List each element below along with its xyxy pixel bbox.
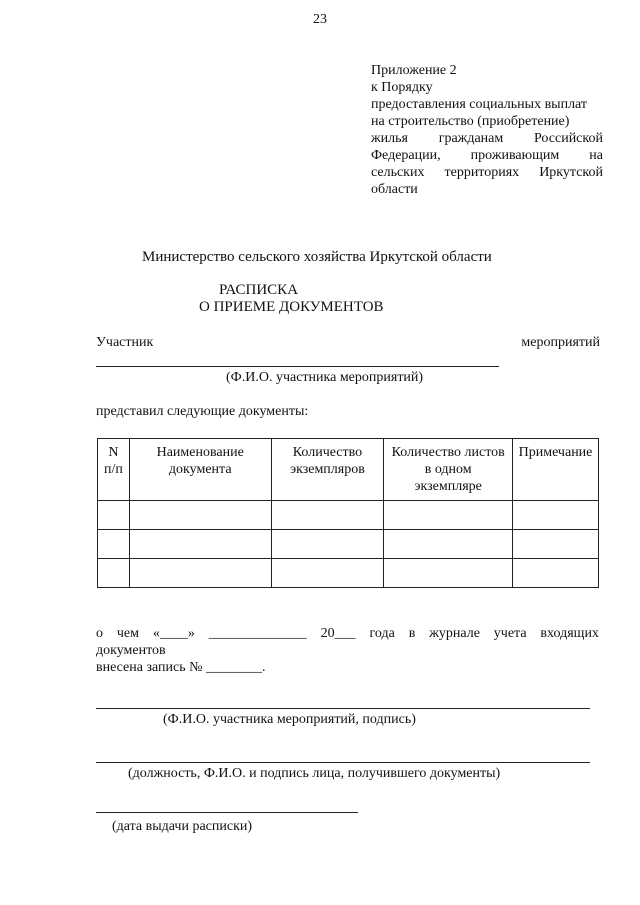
appendix-word: Российской: [533, 131, 603, 146]
table-cell[interactable]: [271, 501, 384, 530]
issue-date-caption: (дата выдачи расписки): [112, 819, 253, 834]
table-cell[interactable]: [384, 559, 513, 588]
journal-word: входящих: [540, 626, 599, 641]
journal-word: учета: [493, 626, 527, 641]
table-cell[interactable]: [129, 501, 271, 530]
table-cell[interactable]: [384, 501, 513, 530]
table-row: [98, 501, 599, 530]
appendix-header: [371, 62, 603, 198]
journal-month-blank[interactable]: ______________: [208, 626, 307, 641]
appendix-word: жилья: [371, 131, 408, 146]
appendix-word: Иркутской: [539, 165, 603, 180]
table-cell[interactable]: [513, 530, 599, 559]
ministry-name: Министерство сельского хозяйства Иркутской области: [142, 249, 492, 265]
table-cell[interactable]: [271, 530, 384, 559]
appendix-word: на: [589, 148, 603, 163]
documents-intro: представил следующие документы:: [96, 404, 309, 419]
appendix-line: области: [371, 182, 418, 197]
participant-caption: (Ф.И.О. участника мероприятий): [226, 370, 424, 385]
participant-label: Участник: [96, 335, 154, 350]
journal-day-blank[interactable]: «____»: [152, 626, 195, 641]
participant-signature-line[interactable]: [96, 708, 590, 709]
journal-line: документов: [96, 643, 166, 658]
appendix-line: на строительство (приобретение): [371, 114, 570, 129]
table-cell[interactable]: [129, 559, 271, 588]
table-cell[interactable]: [513, 559, 599, 588]
table-cell[interactable]: [98, 559, 130, 588]
appendix-line: Приложение 2: [371, 63, 457, 78]
header-document-name: Наименование документа: [129, 439, 271, 501]
appendix-line: к Порядку: [371, 80, 433, 95]
table-cell[interactable]: [513, 501, 599, 530]
journal-word: чем: [116, 626, 139, 641]
table-header-row: [98, 439, 599, 501]
table-cell[interactable]: [384, 530, 513, 559]
participant-signature-caption: (Ф.И.О. участника мероприятий, подпись): [163, 712, 416, 727]
appendix-line: [371, 164, 603, 181]
journal-word: года: [369, 626, 395, 641]
document-title: РАСПИСКА: [219, 282, 299, 298]
appendix-word: гражданам: [438, 131, 504, 146]
documents-table: [97, 438, 599, 588]
journal-word: в: [408, 626, 416, 641]
table-cell[interactable]: [271, 559, 384, 588]
header-sheets-count: Количество листов в одном экземпляре: [384, 439, 513, 501]
header-note: Примечание: [513, 439, 599, 501]
table-cell[interactable]: [129, 530, 271, 559]
table-row: [98, 559, 599, 588]
participant-suffix: мероприятий: [521, 335, 600, 350]
participant-name-line[interactable]: [96, 366, 499, 367]
table-row: [98, 530, 599, 559]
page-number: 23: [313, 12, 327, 27]
header-number: N п/п: [98, 439, 130, 501]
appendix-line: [371, 147, 603, 164]
journal-record: [96, 625, 599, 676]
journal-word: журнале: [429, 626, 480, 641]
appendix-word: Федерации,: [371, 148, 441, 163]
appendix-word: проживающим: [470, 148, 560, 163]
appendix-word: территориях: [444, 165, 520, 180]
appendix-line: предоставления социальных выплат: [371, 97, 588, 112]
header-copies-count: Количество экземпляров: [271, 439, 384, 501]
journal-line: [96, 625, 599, 642]
appendix-word: сельских: [371, 165, 425, 180]
journal-year-blank[interactable]: 20___: [320, 626, 356, 641]
appendix-line: [371, 130, 603, 147]
official-signature-line[interactable]: [96, 762, 590, 763]
document-subtitle: О ПРИЕМЕ ДОКУМЕНТОВ: [199, 299, 384, 315]
journal-entry-number[interactable]: внесена запись № ________.: [96, 660, 266, 675]
table-cell[interactable]: [98, 530, 130, 559]
official-signature-caption: (должность, Ф.И.О. и подпись лица, получившего документы): [128, 766, 501, 781]
table-cell[interactable]: [98, 501, 130, 530]
issue-date-line[interactable]: [96, 812, 358, 813]
journal-word: о: [96, 626, 103, 641]
